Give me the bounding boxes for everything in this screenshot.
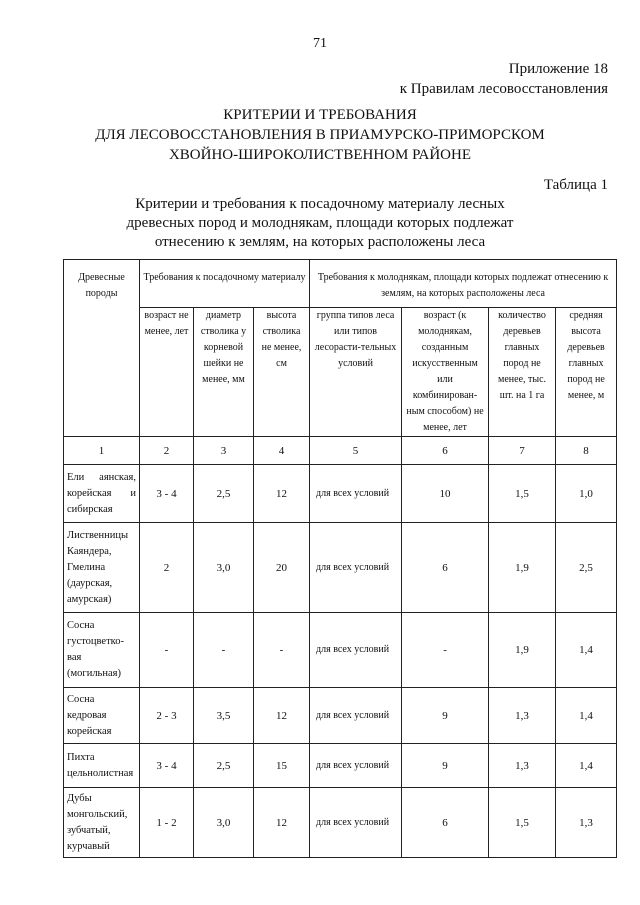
species-line: Дубы — [67, 792, 92, 804]
appendix-label: Приложение 18 — [508, 61, 608, 77]
header-col-tree-count: количество деревьев главных пород не менее, тыс. шт. на 1 га — [489, 308, 556, 437]
species-line: Лиственницы — [67, 529, 129, 541]
species-line: курчавый — [67, 840, 110, 852]
table-title-line-1: Критерии и требования к посадочному материалу лесных — [135, 196, 505, 212]
cell-height: 12 — [254, 688, 310, 744]
cell-forest-type: для всех условий — [310, 523, 402, 613]
cell-young-age: 10 — [402, 465, 489, 523]
header-col-age: возраст не менее, лет — [140, 308, 194, 437]
heading-line-2: ДЛЯ ЛЕСОВОССТАНОВЛЕНИЯ В ПРИАМУРСКО-ПРИМОРСКОМ — [95, 127, 545, 143]
column-number: 6 — [402, 437, 489, 465]
cell-height: 15 — [254, 744, 310, 788]
species-cell — [64, 788, 140, 858]
cell-height: 20 — [254, 523, 310, 613]
heading-line-3: ХВОЙНО-ШИРОКОЛИСТВЕННОМ РАЙОНЕ — [168, 147, 472, 163]
table-row — [64, 613, 617, 688]
species-line: Гмелина — [67, 561, 106, 573]
cell-forest-type: для всех условий — [310, 788, 402, 858]
cell-diameter: 3,0 — [194, 788, 254, 858]
table-row — [64, 744, 617, 788]
column-number: 4 — [254, 437, 310, 465]
header-col-forest-type: группа типов леса или типов лесорасти-тельных условий — [310, 308, 402, 437]
species-cell — [64, 613, 140, 688]
cell-diameter: 3,5 — [194, 688, 254, 744]
heading-line-1: КРИТЕРИИ И ТРЕБОВАНИЯ — [223, 107, 417, 123]
species-cell — [64, 744, 140, 788]
species-line: монгольский, — [67, 808, 128, 820]
table-row — [64, 523, 617, 613]
cell-mean-height: 1,4 — [556, 744, 617, 788]
column-number: 8 — [556, 437, 617, 465]
header-species: Древесные породы — [64, 260, 140, 437]
cell-mean-height: 1,0 — [556, 465, 617, 523]
cell-young-age: 9 — [402, 744, 489, 788]
species-line: (даурская, — [67, 577, 113, 589]
cell-forest-type: для всех условий — [310, 465, 402, 523]
species-line: Пихта — [67, 751, 95, 763]
appendix-rules: к Правилам лесовосстановления — [399, 81, 608, 97]
cell-age: 1 - 2 — [140, 788, 194, 858]
cell-forest-type: для всех условий — [310, 613, 402, 688]
table-row — [64, 788, 617, 858]
cell-mean-height: 2,5 — [556, 523, 617, 613]
cell-young-age: 6 — [402, 788, 489, 858]
cell-age: 3 - 4 — [140, 744, 194, 788]
species-cell — [64, 465, 140, 523]
header-young-stands: Требования к молоднякам, площади которых подлежат отнесению к землям, на которых расположены леса — [310, 260, 617, 308]
column-number: 2 — [140, 437, 194, 465]
species-line: цельнолистная — [67, 767, 134, 779]
species-line: (могильная) — [67, 668, 121, 679]
species-line: густоцветко- — [67, 636, 124, 647]
cell-age: 3 - 4 — [140, 465, 194, 523]
cell-tree-count: 1,3 — [489, 744, 556, 788]
column-number: 5 — [310, 437, 402, 465]
species-line: Сосна — [67, 620, 95, 631]
header-col-diameter: диаметр стволика у корневой шейки не менее, мм — [194, 308, 254, 437]
species-cell — [64, 688, 140, 744]
column-number: 1 — [64, 437, 140, 465]
cell-height: 12 — [254, 465, 310, 523]
cell-diameter: 2,5 — [194, 744, 254, 788]
species-cell — [64, 523, 140, 613]
criteria-table — [63, 259, 617, 858]
cell-tree-count: 1,3 — [489, 688, 556, 744]
cell-diameter: 2,5 — [194, 465, 254, 523]
column-number: 3 — [194, 437, 254, 465]
cell-height: 12 — [254, 788, 310, 858]
cell-mean-height: 1,4 — [556, 613, 617, 688]
header-col-mean-height: средняя высота деревьев главных пород не менее, м — [556, 308, 617, 437]
species-line: Каяндера, — [67, 545, 112, 557]
cell-young-age: 9 — [402, 688, 489, 744]
column-number: 7 — [489, 437, 556, 465]
species-line: вая — [67, 652, 82, 663]
header-col-young-age: возраст (к молоднякам, созданным искусственным или комбинирован-ным способом) не менее, лет — [402, 308, 489, 437]
cell-mean-height: 1,4 — [556, 688, 617, 744]
species-line: корейская и — [67, 487, 136, 499]
cell-age: 2 - 3 — [140, 688, 194, 744]
cell-height: - — [254, 613, 310, 688]
cell-young-age: 6 — [402, 523, 489, 613]
table-label: Таблица 1 — [543, 177, 608, 193]
cell-young-age: - — [402, 613, 489, 688]
cell-forest-type: для всех условий — [310, 744, 402, 788]
page-number: 71 — [313, 36, 327, 51]
table-title-line-3: отнесению к землям, на которых расположены леса — [154, 234, 486, 250]
cell-diameter: - — [194, 613, 254, 688]
cell-diameter: 3,0 — [194, 523, 254, 613]
header-col-height: высота стволика не менее, см — [254, 308, 310, 437]
cell-tree-count: 1,9 — [489, 613, 556, 688]
table-row — [64, 688, 617, 744]
species-line: зубчатый, — [67, 824, 111, 836]
cell-age: 2 — [140, 523, 194, 613]
species-line: амурская) — [67, 593, 112, 605]
species-line: сибирская — [67, 503, 113, 515]
header-planting-material: Требования к посадочному материалу — [140, 260, 310, 308]
species-line: кедровая — [67, 709, 107, 721]
species-line: Ели аянская, — [67, 471, 136, 483]
cell-tree-count: 1,5 — [489, 465, 556, 523]
species-line: Сосна — [67, 693, 95, 705]
cell-tree-count: 1,5 — [489, 788, 556, 858]
table-title-line-2: древесных пород и молоднякам, площади которых подлежат — [126, 215, 514, 231]
cell-forest-type: для всех условий — [310, 688, 402, 744]
cell-tree-count: 1,9 — [489, 523, 556, 613]
species-line: корейская — [67, 725, 112, 737]
cell-mean-height: 1,3 — [556, 788, 617, 858]
cell-age: - — [140, 613, 194, 688]
table-row — [64, 465, 617, 523]
